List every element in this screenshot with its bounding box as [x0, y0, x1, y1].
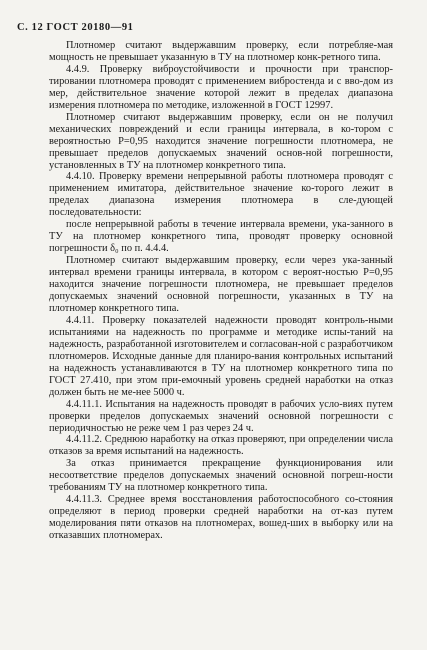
paragraph: 4.4.11. Проверку показателей надежности проводят контроль-ными испытаниями на надежность по программе и методике испы-таний на надежность, разработанной изготовителем и согласован-ной с разработчиком плотномеров. Исходные данные для планиро-вания контрольных испытаний на надежность устанавливаются в ТУ на плотномер конкретного типа по ГОСТ 27.410, при этом при-емочный уровень средней наработки на отказ должен быть не ме-нее 5000 ч.: [49, 314, 393, 398]
document-body: [49, 40, 393, 542]
paragraph: 4.4.11.3. Среднее время восстановления работоспособного со-стояния определяют в период проверки средней наработки на от-каз путем моделирования пяти отказов на плотномерах, вошед-ших в выборку или на отказавших плотномерах.: [49, 494, 393, 542]
paragraph: после непрерывной работы в течение интервала времени, ука-занного в ТУ на плотномер конкретного типа, проводят проверку основной погрешности δ₀ по п. 4.4.4.: [49, 219, 393, 255]
paragraph: Плотномер считают выдержавшим проверку, если он не получил механических повреждений и если границы интервала, в ко-тором с вероятностью P=0,95 находится значение погрешности плотномера, не превышает пределов допускаемых значений основ-ной погрешности, установленных в ТУ на плотномер конкретного типа.: [49, 111, 393, 171]
paragraph: 4.4.11.1. Испытания на надежность проводят в рабочих усло-виях путем проверки пределов допускаемых значений основной погрешности с периодичностью не реже чем 1 раз через 24 ч.: [49, 398, 393, 434]
paragraph: 4.4.9. Проверку виброустойчивости и прочности при транспор-тировании плотномера проводят с применением вибростенда и с вво-дом из мер, действительное значение которой лежит в пределах диапазона измерения плотномера по методике, изложенной в ГОСТ 12997.: [49, 63, 393, 111]
paragraph: 4.4.11.2. Среднюю наработку на отказ проверяют, при определении числа отказов за время испытаний на надежность.: [49, 434, 393, 458]
paragraph: Плотномер считают выдержавшим проверку, если через ука-занный интервал времени границы интервала, в котором с вероят-ностью P=0,95 находится значение погрешности плотномера, не превышает пределов допускаемых значений основной погрешности, указанных в ТУ на плотномер конкретного типа.: [49, 255, 393, 314]
paragraph: 4.4.10. Проверку времени непрерывной работы плотномера проводят с применением имитатора, действительное значение ко-торого лежит в пределах диапазона измерения плотномера в сле-дующей последовательности:: [49, 171, 393, 219]
paragraph: Плотномер считают выдержавшим проверку, если потребляе-мая мощность не превышает указанную в ТУ на плотномер конк-ретного типа.: [49, 40, 393, 63]
page-header: С. 12 ГОСТ 20180—91: [17, 22, 134, 33]
paragraph: За отказ принимается прекращение функционирования или несоответствие пределов допускаемых значений основной погреш-ности требованиям ТУ на плотномер конкретного типа.: [49, 458, 393, 494]
